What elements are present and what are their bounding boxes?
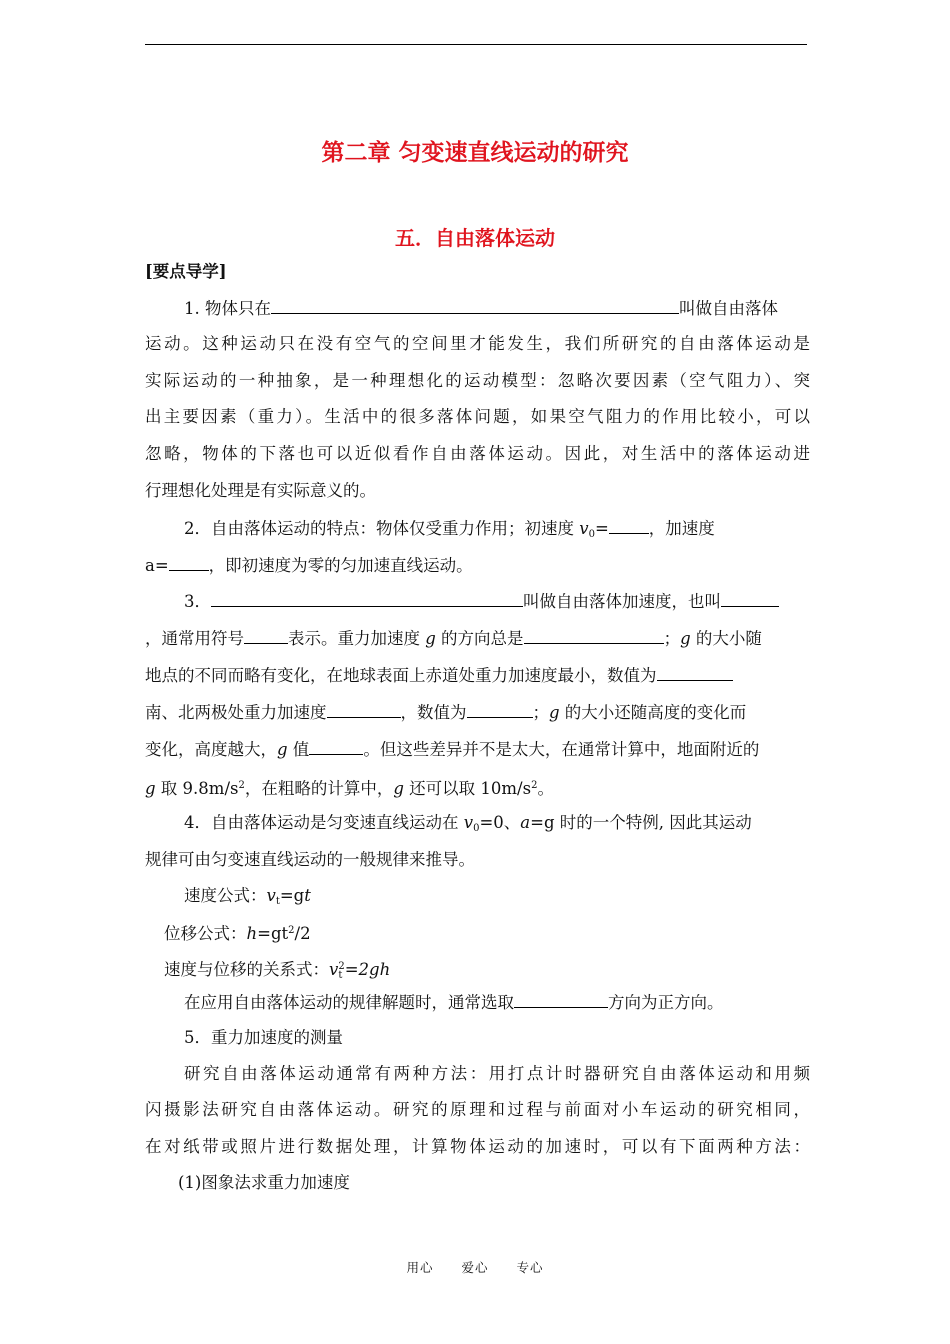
text: 的大小随 xyxy=(690,629,762,648)
symbol: g xyxy=(549,703,560,722)
header-rule xyxy=(145,44,807,45)
fill-blank[interactable] xyxy=(524,628,664,644)
superscript: 2 xyxy=(238,780,245,791)
key-points-heading: [要点导学] xyxy=(145,262,227,281)
footer-text: 爱心 xyxy=(461,1260,489,1275)
p4-line-2: 规律可由匀变速直线运动的一般规律来推导。 xyxy=(145,850,475,869)
p1-line-1 xyxy=(184,298,810,319)
text: ，即初速度为零的匀加速直线运动。 xyxy=(208,556,473,575)
p3-line-6 xyxy=(145,776,810,799)
text: =gt xyxy=(257,924,289,943)
symbol: a xyxy=(520,813,531,832)
section-title: 五．自由落体运动 xyxy=(395,226,555,250)
text: 方向为正方向。 xyxy=(608,993,724,1012)
text: 在应用自由落体运动的规律解题时，通常选取 xyxy=(184,993,514,1012)
p1-line-6: 行理想化处理是有实际意义的。 xyxy=(145,481,376,500)
text: 4．自由落体运动是匀变速直线运动在 xyxy=(184,813,464,832)
text: 位移公式： xyxy=(164,924,247,943)
text: ，在粗略的计算中， xyxy=(244,779,394,798)
p5-line-1: 研究自由落体运动通常有两种方法：用打点计时器研究自由落体运动和用频 xyxy=(184,1064,810,1083)
text: 变化，高度越大， xyxy=(145,740,277,759)
p3-line-3 xyxy=(145,665,810,686)
p5-line-3: 在对纸带或照片进行数据处理，计算物体运动的加速时，可以有下面两种方法： xyxy=(145,1137,810,1156)
fill-blank[interactable] xyxy=(169,555,209,571)
text: 叫做自由落体 xyxy=(679,299,778,318)
symbol: =2gh xyxy=(344,960,391,979)
p4-line-6 xyxy=(184,992,810,1013)
text: =g xyxy=(279,886,305,905)
text: 速度公式： xyxy=(184,886,267,905)
superscript: 2 xyxy=(288,925,295,936)
fill-blank[interactable] xyxy=(609,518,649,534)
fill-blank[interactable] xyxy=(211,591,523,607)
formula-velocity-displacement xyxy=(164,957,829,986)
text: 1. 物体只在 xyxy=(184,299,271,318)
p1-line-4: 出主要因素（重力）。生活中的很多落体问题，如果空气阻力的作用比较小，可以 xyxy=(145,407,810,426)
p5-line-2: 闪摄影法研究自由落体运动。研究的原理和过程与前面对小车运动的研究相同， xyxy=(145,1100,810,1119)
formula-velocity xyxy=(184,886,810,912)
p2-line-1 xyxy=(184,518,810,545)
p2-line-2 xyxy=(145,555,810,576)
fill-blank[interactable] xyxy=(271,298,679,314)
fill-blank[interactable] xyxy=(309,739,363,755)
text: ，加速度 xyxy=(648,519,715,538)
page-footer xyxy=(0,1258,950,1276)
footer-text: 专心 xyxy=(516,1260,544,1275)
subscript: 0 xyxy=(588,529,595,540)
fill-blank[interactable] xyxy=(514,992,608,1008)
text: =0、 xyxy=(479,813,521,832)
text: =g 时的一个特例, 因此其运动 xyxy=(530,813,752,832)
text: ，数值为 xyxy=(400,703,467,722)
text: /2 xyxy=(294,924,311,943)
symbol: g xyxy=(680,629,691,648)
formula-displacement xyxy=(164,921,829,944)
p3-line-4 xyxy=(145,702,810,723)
chapter-title: 第二章 匀变速直线运动的研究 xyxy=(321,140,629,166)
fill-blank[interactable] xyxy=(467,702,533,718)
text: ，通常用符号 xyxy=(145,629,244,648)
fill-blank[interactable] xyxy=(244,628,288,644)
p5-heading: 5．重力加速度的测量 xyxy=(184,1028,343,1047)
symbol: v xyxy=(266,886,276,905)
p3-line-2 xyxy=(145,628,810,649)
symbol: v xyxy=(463,813,474,832)
symbol: g xyxy=(145,779,156,798)
symbol: v xyxy=(329,960,339,979)
text: ； xyxy=(532,703,549,722)
symbol: g xyxy=(393,779,404,798)
text: a= xyxy=(145,556,169,575)
text: 的方向总是 xyxy=(435,629,524,648)
text: 速度与位移的关系式： xyxy=(164,960,329,979)
p1-line-3: 实际运动的一种抽象，是一种理想化的运动模型：忽略次要因素（空气阻力）、突 xyxy=(145,371,810,390)
text: ； xyxy=(663,629,681,648)
text: = xyxy=(594,519,609,538)
symbol: h xyxy=(246,924,258,943)
text: 还可以取 10m/s xyxy=(403,779,532,798)
subscript: t xyxy=(275,896,280,907)
fill-blank[interactable] xyxy=(657,665,733,681)
superscript: 2 xyxy=(531,780,538,791)
superscript: 2 xyxy=(338,961,345,972)
text: 的大小还随高度的变化而 xyxy=(559,703,747,722)
p1-line-2: 运动。这种运动只在没有空气的空间里才能发生，我们所研究的自由落体运动是 xyxy=(145,334,810,353)
text: 2．自由落体运动的特点：物体仅受重力作用；初速度 xyxy=(184,519,580,538)
subscript: t xyxy=(338,970,343,981)
symbol: g xyxy=(425,629,436,648)
subscript: 0 xyxy=(473,823,480,834)
fill-blank[interactable] xyxy=(721,591,779,607)
text: 表示。重力加速度 xyxy=(288,629,426,648)
p4-line-1 xyxy=(184,813,810,839)
symbol: t xyxy=(304,886,311,905)
fill-blank[interactable] xyxy=(327,702,401,718)
symbol: g xyxy=(277,740,288,759)
p5-line-4: (1)图象法求重力加速度 xyxy=(178,1173,350,1192)
text: 。但这些差异并不是太大，在通常计算中，地面附近的 xyxy=(363,740,760,759)
text: 值 xyxy=(287,740,310,759)
text: 取 9.8m/s xyxy=(155,779,239,798)
text: 南、北两极处重力加速度 xyxy=(145,703,327,722)
text: 地点的不同而略有变化，在地球表面上赤道处重力加速度最小，数值为 xyxy=(145,666,657,685)
p1-line-5: 忽略，物体的下落也可以近似看作自由落体运动。因此，对生活中的落体运动进 xyxy=(145,444,810,463)
symbol: v xyxy=(579,519,589,538)
text: 3． xyxy=(184,592,211,611)
text: 。 xyxy=(537,779,554,798)
text: 叫做自由落体加速度，也叫 xyxy=(523,592,721,611)
p3-line-5 xyxy=(145,739,810,760)
p3-line-1 xyxy=(184,591,810,612)
footer-text: 用心 xyxy=(406,1260,434,1275)
